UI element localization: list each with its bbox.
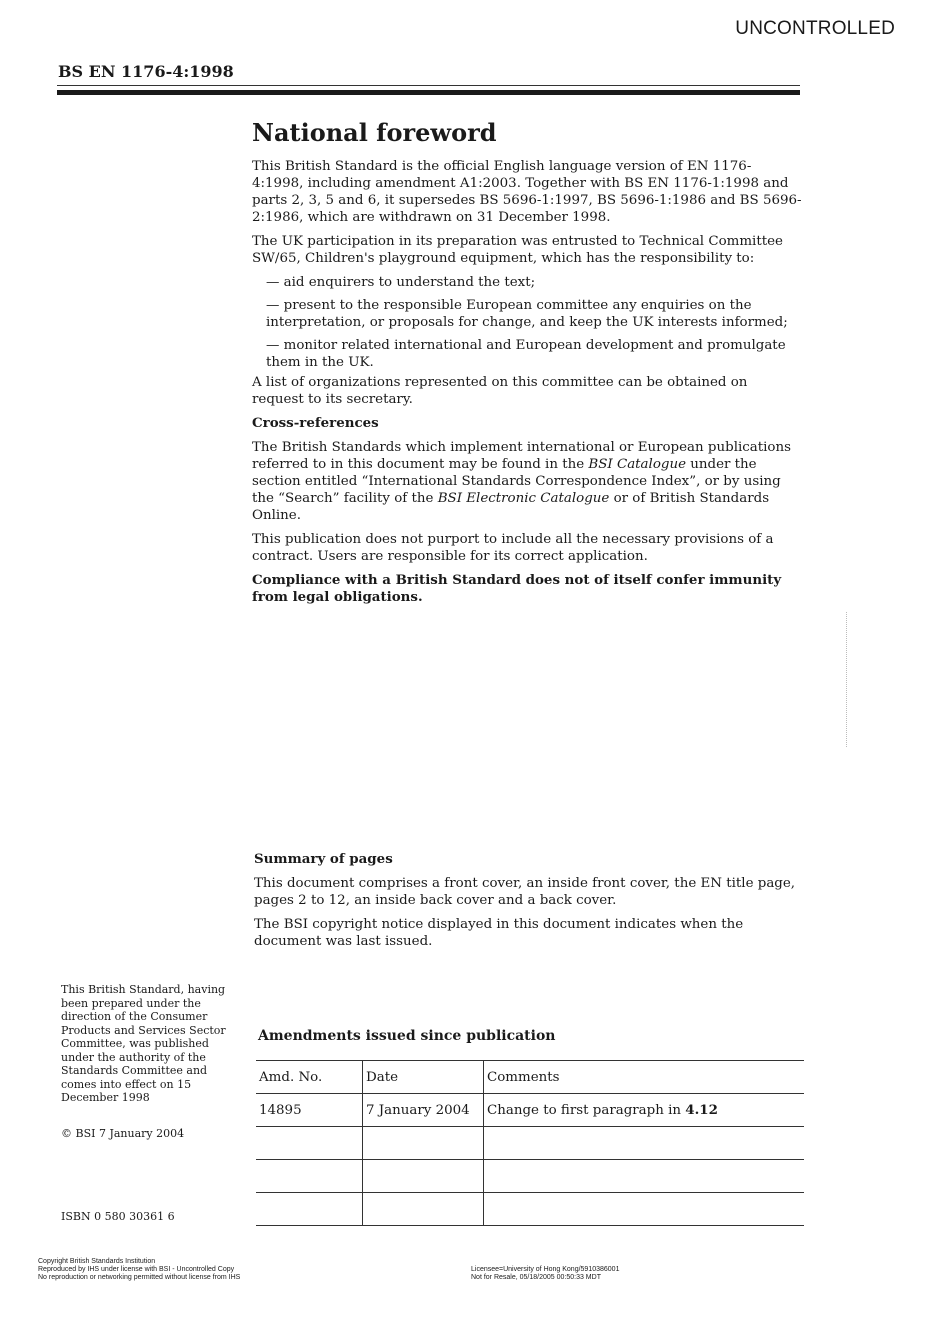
header-date: Date — [363, 1061, 484, 1094]
amendments-title: Amendments issued since publication — [258, 1028, 556, 1044]
duty-item: — aid enquirers to understand the text; — [266, 275, 536, 290]
crossref-text: under the section entitled “International Standards Correspondence Index”, or by using the “Search” facility of the — [252, 457, 781, 506]
provisions-note: This publication does not purport to include all the necessary provisions of a contract. Users are responsible for its correct application. — [252, 532, 774, 564]
foreword-committee: The UK participation in its preparation was entrusted to Technical Committee SW/65, Children's playground equipment, which has the responsibility to: — [252, 234, 783, 266]
summary-text: This document comprises a front cover, an inside front cover, the EN title page, pages 2 to 12, an inside back cover and a back cover. — [254, 876, 796, 908]
bsi-catalogue-ref: BSI Catalogue — [588, 457, 687, 472]
crossref-text: The British Standards which implement international or European publications referred to in this document may be found in the — [252, 440, 791, 472]
national-foreword — [252, 118, 802, 613]
foreword-title: National foreword — [252, 118, 497, 147]
footer-line: Licensee=University of Hong Kong/5910386001 — [471, 1266, 620, 1273]
duty-item: — monitor related international and European development and promulgate them in the UK. — [266, 338, 786, 370]
compliance-note: Compliance with a British Standard does not of itself confer immunity from legal obligations. — [252, 572, 782, 605]
header-rule-thick — [57, 90, 800, 95]
uncontrolled-watermark: UNCONTROLLED — [735, 18, 895, 39]
comment-cell — [484, 1094, 805, 1127]
table-header-row — [256, 1061, 804, 1094]
summary-of-pages — [254, 851, 804, 957]
table-row — [256, 1193, 804, 1226]
footer-line: Not for Resale, 05/18/2005 00:50:33 MDT — [471, 1274, 601, 1281]
amendments-table — [256, 1060, 804, 1226]
footer-line: No reproduction or networking permitted without license from IHS — [38, 1274, 241, 1281]
bsi-electronic-catalogue-ref: BSI Electronic Catalogue — [437, 491, 610, 506]
footer-line: Reproduced by IHS under license with BSI - Uncontrolled Copy — [38, 1266, 235, 1273]
amd-no-cell: 14895 — [256, 1094, 363, 1127]
publication-note: This British Standard, having been prepared under the direction of the Consumer Products and Services Sector Committee, was published under the authority of the Standards Committee and comes into effect on 15 December 1998 — [61, 983, 226, 1104]
comment-text: Change to first paragraph in — [487, 1103, 686, 1118]
table-row — [256, 1094, 804, 1127]
header-rule-thin — [57, 85, 800, 86]
table-row — [256, 1160, 804, 1193]
document-id: BS EN 1176-4:1998 — [58, 62, 234, 81]
crossref-heading: Cross-references — [252, 415, 379, 431]
duty-item: — present to the responsible European committee any enquiries on the interpretation, or proposals for change, and keep the UK interests informed; — [266, 298, 788, 330]
scan-artifact — [846, 612, 853, 747]
table-row — [256, 1127, 804, 1160]
footer-license-right — [471, 1266, 619, 1282]
crossref-paragraph — [252, 439, 802, 524]
date-cell: 7 January 2004 — [363, 1094, 484, 1127]
summary-heading: Summary of pages — [254, 851, 393, 867]
footer-line: Copyright British Standards Institution — [38, 1258, 156, 1265]
header-amd-no: Amd. No. — [256, 1061, 363, 1094]
bsi-copyright: © BSI 7 January 2004 — [61, 1127, 185, 1140]
header-comments: Comments — [484, 1061, 805, 1094]
copyright-notice-text: The BSI copyright notice displayed in this document indicates when the document was last issued. — [254, 917, 744, 949]
isbn: ISBN 0 580 30361 6 — [61, 1210, 175, 1223]
crossref-text: or of British Standards Online. — [252, 491, 770, 523]
clause-ref: 4.12 — [685, 1102, 718, 1118]
org-list-note: A list of organizations represented on this committee can be obtained on request to its secretary. — [252, 375, 748, 407]
footer-license-left — [38, 1258, 240, 1282]
foreword-intro: This British Standard is the official English language version of EN 1176-4:1998, including amendment A1:2003. Together with BS EN 1176-1:1998 and parts 2, 3, 5 and 6, it supersedes BS 5696-1:1997, BS 5696-1:1986 and BS 5696-2:1986, which are withdrawn on 31 December 1998. — [252, 159, 802, 225]
